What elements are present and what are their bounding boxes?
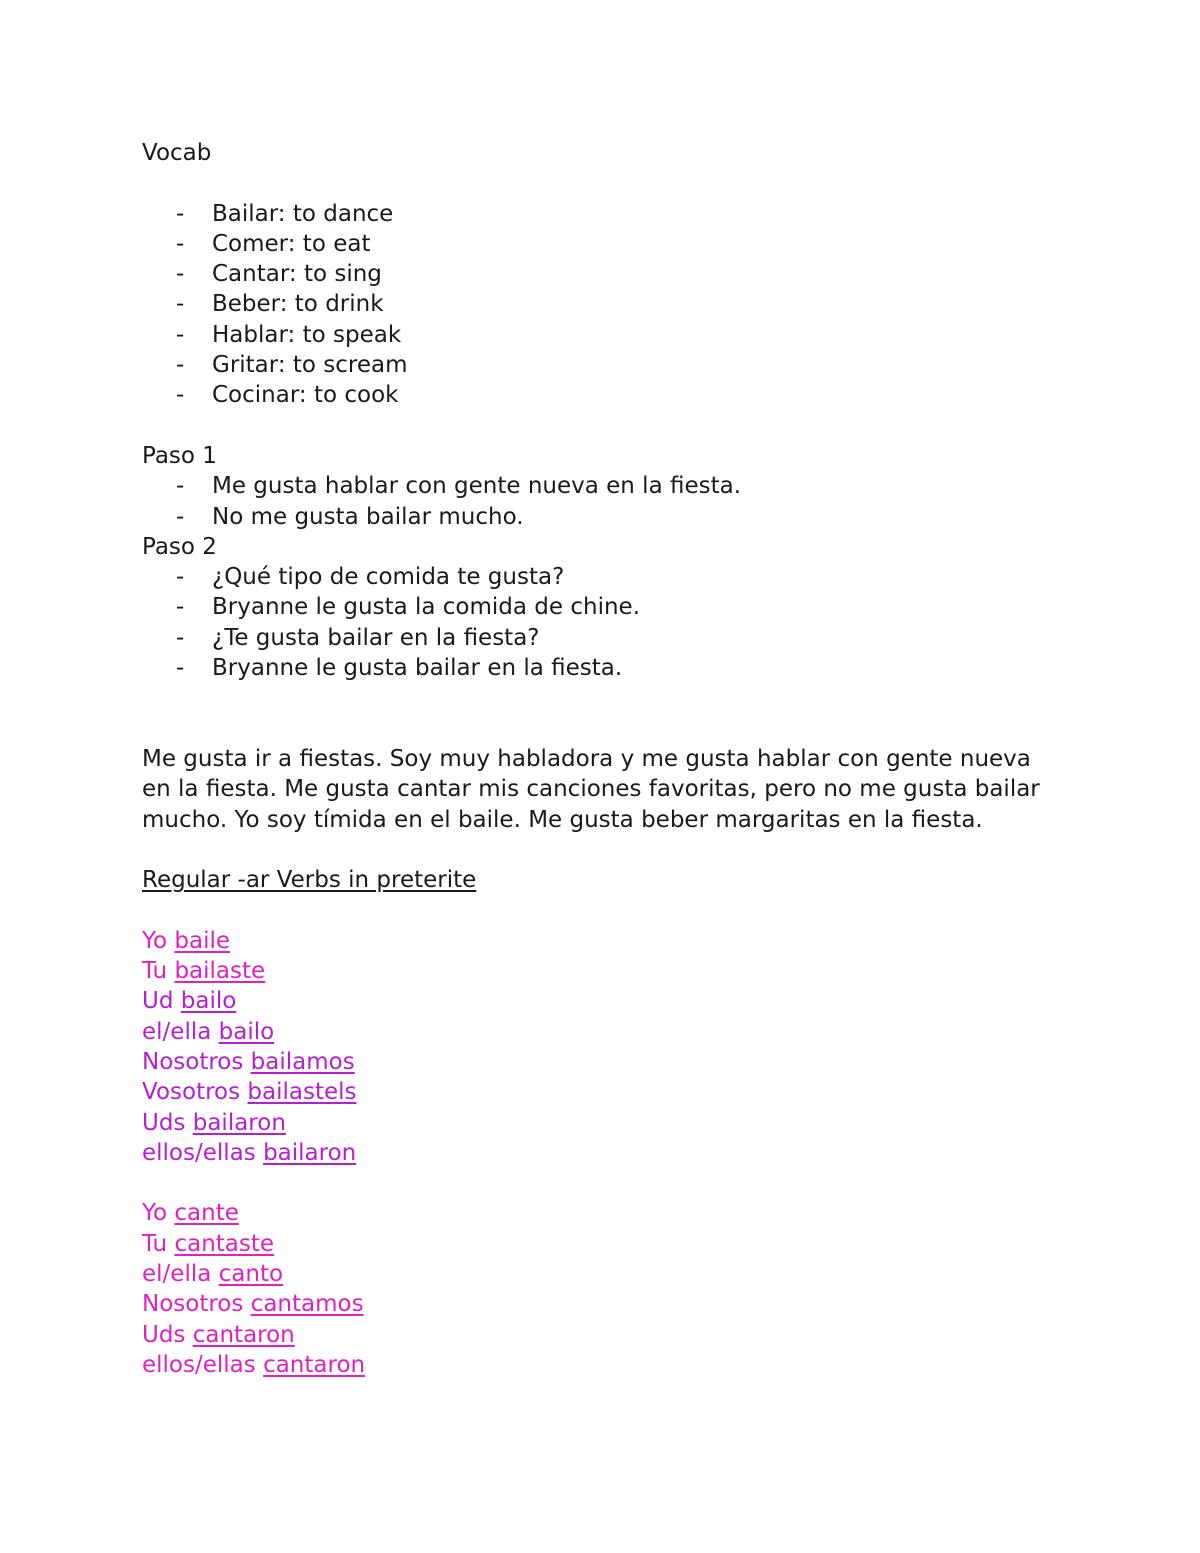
bailar-conjugation-list [142,926,1062,1168]
dash-bullet: - [176,261,185,288]
dash-bullet: - [176,200,185,227]
paso1-list [142,471,1062,532]
preterite-heading: Regular -ar Verbs in preterite [142,867,477,894]
vocab-item: - Comer: to eat [142,229,1062,259]
vocab-item: - Beber: to drink [142,289,1062,319]
spacer [142,1168,1062,1198]
paso2-item: - ¿Qué tipo de comida te gusta? [142,562,1062,592]
spacer [142,835,1062,865]
paso1-item: - No me gusta bailar mucho. [142,502,1062,532]
conjugation-row: Yo baile [142,927,231,954]
vocab-item: - Gritar: to scream [142,350,1062,380]
cantar-conjugation-list [142,1198,1062,1380]
dash-bullet: - [176,230,185,257]
paso2-item: - Bryanne le gusta la comida de chine. [142,592,1062,622]
conjugation-row: Vosotros bailastels [142,1079,357,1106]
dash-bullet: - [176,594,185,621]
paso1-title: Paso 1 [142,442,217,469]
dash-bullet: - [176,352,185,379]
vocab-list [142,199,1062,411]
spacer [142,411,1062,441]
conjugation-row: Ud bailo [142,988,237,1015]
spacer [142,168,1062,198]
vocab-item: - Cocinar: to cook [142,380,1062,410]
paso2-item: - Bryanne le gusta bailar en la fiesta. [142,653,1062,683]
dash-bullet: - [176,382,185,409]
paso2-title: Paso 2 [142,533,217,560]
conjugation-row: Nosotros bailamos [142,1048,355,1075]
vocab-item: - Hablar: to speak [142,320,1062,350]
conjugation-row: Nosotros cantamos [142,1291,364,1318]
vocab-title: Vocab [142,140,212,166]
spacer [142,714,1062,744]
conjugation-row: Tu bailaste [142,958,266,985]
paso1-item: - Me gusta hablar con gente nueva en la fiesta. [142,471,1062,501]
conjugation-row: ellos/ellas bailaron [142,1139,357,1166]
conjugation-row: Tu cantaste [142,1230,275,1257]
dash-bullet: - [176,291,185,318]
conjugation-row: ellos/ellas cantaron [142,1351,366,1378]
conjugation-row: el/ella canto [142,1260,284,1287]
dash-bullet: - [176,473,185,500]
dash-bullet: - [176,321,185,348]
document-page [142,138,1062,1380]
dash-bullet: - [176,503,185,530]
conjugation-row: Uds bailaron [142,1109,286,1136]
paso2-list [142,562,1062,683]
spacer [142,683,1062,713]
vocab-item: - Bailar: to dance [142,199,1062,229]
dash-bullet: - [176,655,185,682]
conjugation-row: Yo cante [142,1200,239,1227]
paso2-item: - ¿Te gusta bailar en la fiesta? [142,623,1062,653]
dash-bullet: - [176,624,185,651]
vocab-item: - Cantar: to sing [142,259,1062,289]
conjugation-row: Uds cantaron [142,1321,295,1348]
party-paragraph: Me gusta ir a fiestas. Soy muy habladora y me gusta hablar con gente nueva en la fiesta. Me gusta cantar mis canciones favoritas, pero no me gusta bailar mucho. Yo soy tímida en el baile. Me gusta beber margaritas en la fiesta. [142,745,1040,833]
conjugation-row: el/ella bailo [142,1018,275,1045]
spacer [142,895,1062,925]
dash-bullet: - [176,564,185,591]
